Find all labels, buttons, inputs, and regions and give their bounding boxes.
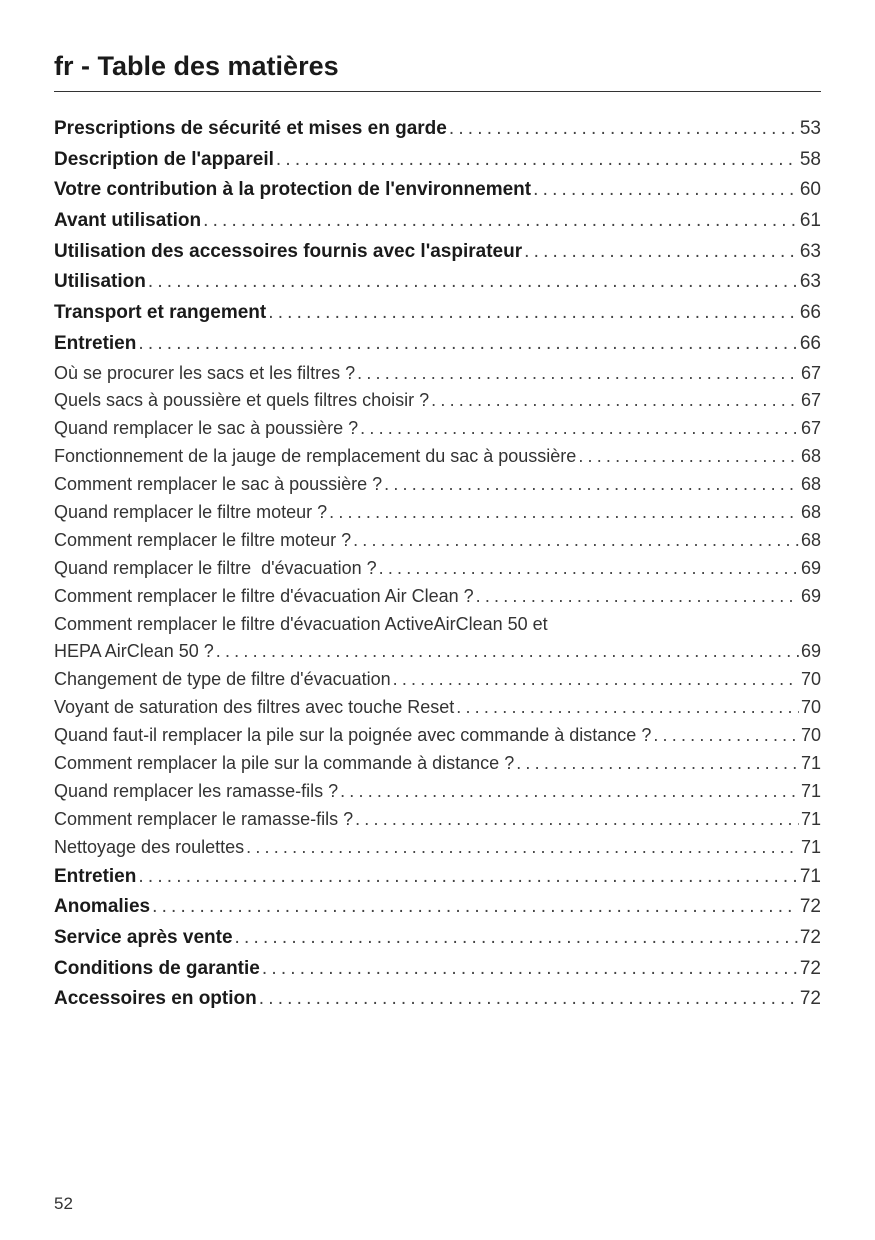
toc-entry-title: Avant utilisation [54, 210, 202, 232]
dot-leader [214, 638, 799, 666]
toc-entry-page: 63 [799, 271, 821, 293]
toc-entry-page: 63 [799, 240, 821, 262]
toc-entry-page: 71 [800, 752, 821, 773]
toc-entry-page: 66 [799, 302, 821, 324]
toc-entry-sub [54, 499, 821, 527]
toc-entry-title: Quand remplacer le sac à poussière ? [54, 418, 359, 439]
toc-entry-title: Anomalies [54, 896, 151, 918]
toc-entry-title-line1: Comment remplacer le filtre d'évacuation ActiveAirClean 50 et [54, 613, 548, 634]
toc-entry-sub [54, 694, 821, 722]
toc-entry-title: Quand remplacer le filtre d'évacuation ? [54, 557, 377, 578]
toc-entry-title: Entretien [54, 332, 137, 354]
dot-leader [146, 267, 798, 298]
toc-entry-sub [54, 555, 821, 583]
toc-entry-sub [54, 750, 821, 778]
toc-entry-page: 68 [800, 529, 821, 550]
toc-entry-page: 68 [800, 474, 821, 495]
toc-entry-page: 58 [799, 148, 821, 170]
toc-entry-main [54, 923, 821, 954]
toc-entry-page: 72 [799, 988, 821, 1010]
dot-leader [474, 583, 799, 611]
toc-entry-sub [54, 443, 821, 471]
toc-entry-page: 69 [800, 641, 821, 662]
dot-leader [351, 527, 799, 555]
dot-leader [429, 387, 799, 415]
toc-entry-main [54, 892, 821, 923]
dot-leader [514, 750, 799, 778]
toc-entry-page: 60 [799, 179, 821, 201]
toc-entry-title: Voyant de saturation des filtres avec touche Reset [54, 697, 455, 718]
toc-entry-page: 68 [800, 501, 821, 522]
toc-entry-main [54, 298, 821, 329]
toc-entry-title: Comment remplacer le sac à poussière ? [54, 474, 383, 495]
dot-leader [391, 666, 799, 694]
toc-entry-title: Comment remplacer le ramasse-fils ? [54, 808, 354, 829]
toc-entry-page: 70 [800, 697, 821, 718]
toc-entry-page: 72 [799, 926, 821, 948]
toc-entry-sub [54, 415, 821, 443]
dot-leader [201, 206, 798, 237]
toc-entry-main [54, 206, 821, 237]
toc-entry-title: Nettoyage des roulettes [54, 836, 245, 857]
toc-entry-main [54, 862, 821, 893]
dot-leader [651, 722, 799, 750]
toc-entry-sub [54, 360, 821, 388]
toc-entry-main [54, 175, 821, 206]
dot-leader [150, 892, 798, 923]
toc-entry-page: 53 [799, 118, 821, 139]
dot-leader [327, 499, 799, 527]
toc-entry-page: 69 [800, 557, 821, 578]
dot-leader [266, 298, 798, 329]
toc-entry-title: Quand remplacer les ramasse-fils ? [54, 780, 339, 801]
toc-entry-title: Quand remplacer le filtre moteur ? [54, 501, 328, 522]
toc-entry-page: 69 [800, 585, 821, 606]
toc-entry-title: Votre contribution à la protection de l'environnement [54, 179, 532, 201]
dot-leader [358, 415, 799, 443]
toc-entry-title-line2-row [54, 638, 821, 666]
toc-entry-sub [54, 527, 821, 555]
toc-entry-title: Fonctionnement de la jauge de remplacement du sac à poussière [54, 446, 577, 467]
dot-leader [353, 806, 799, 834]
toc-entry-page: 71 [800, 780, 821, 801]
dot-leader [233, 923, 798, 954]
toc-entry-sub [54, 722, 821, 750]
toc-entry-sub [54, 471, 821, 499]
toc-entry-page: 71 [800, 836, 821, 857]
toc-entry-title: Service après vente [54, 926, 233, 948]
toc-entry-title: Accessoires en option [54, 988, 257, 1010]
toc-entry-page: 71 [800, 808, 821, 829]
toc-entry-title: Prescriptions de sécurité et mises en garde [54, 118, 447, 139]
toc-entry-title: Utilisation des accessoires fournis avec l'aspirateur [54, 240, 523, 262]
toc-entry-title: Transport et rangement [54, 302, 267, 324]
toc-entry-page: 68 [800, 446, 821, 467]
toc-entry-title: Comment remplacer le filtre moteur ? [54, 529, 352, 550]
toc-entry-main [54, 329, 821, 360]
toc-entry-title: Description de l'appareil [54, 148, 274, 170]
toc-entry-main [54, 267, 821, 298]
dot-leader [447, 114, 798, 145]
dot-leader [531, 175, 798, 206]
dot-leader [377, 555, 799, 583]
toc-entry-sub [54, 666, 821, 694]
toc-entry-title: Changement de type de filtre d'évacuation [54, 669, 391, 690]
toc-entry-page: 67 [800, 362, 821, 383]
toc-entry-page: 71 [799, 865, 821, 887]
page-header [54, 48, 821, 92]
title-divider [54, 91, 821, 92]
toc-entry-sub [54, 806, 821, 834]
toc-entry-sub [54, 611, 821, 667]
dot-leader [522, 237, 798, 268]
toc-entry-title: Comment remplacer le filtre d'évacuation Air Clean ? [54, 585, 474, 606]
toc-entry-title: Quels sacs à poussière et quels filtres choisir ? [54, 390, 430, 411]
toc-entry-page: 61 [799, 210, 821, 232]
toc-entry-main [54, 954, 821, 985]
toc-entry-sub [54, 387, 821, 415]
page-number: 52 [54, 1194, 73, 1213]
toc-entry-page: 67 [800, 390, 821, 411]
toc-entry-page: 70 [800, 725, 821, 746]
dot-leader [244, 834, 799, 862]
dot-leader [382, 471, 799, 499]
dot-leader [338, 778, 799, 806]
dot-leader [136, 329, 798, 360]
toc-entry-title: Conditions de garantie [54, 957, 260, 979]
toc-entry-sub [54, 834, 821, 862]
toc-entry-main [54, 145, 821, 176]
toc-entry-title: Quand faut-il remplacer la pile sur la poignée avec commande à distance ? [54, 725, 652, 746]
toc-entry-sub [54, 583, 821, 611]
toc-entry-page: 67 [800, 418, 821, 439]
toc-entry-title-line2: HEPA AirClean 50 ? [54, 641, 214, 662]
dot-leader [136, 862, 798, 893]
toc-entry-title: Où se procurer les sacs et les filtres ? [54, 362, 356, 383]
toc-entry-main [54, 237, 821, 268]
dot-leader [355, 360, 799, 388]
toc-entry-page: 70 [800, 669, 821, 690]
toc-entry-page: 72 [799, 957, 821, 979]
dot-leader [257, 984, 798, 1015]
toc-entry-title: Comment remplacer la pile sur la commande à distance ? [54, 752, 515, 773]
toc-entry-page: 72 [799, 896, 821, 918]
toc-entry-page: 66 [799, 332, 821, 354]
toc-entry-main [54, 984, 821, 1015]
table-of-contents [54, 114, 821, 1015]
dot-leader [260, 954, 798, 985]
toc-entry-title: Entretien [54, 865, 137, 887]
toc-entry-sub [54, 778, 821, 806]
dot-leader [454, 694, 799, 722]
page-title: fr - Table des matières [54, 51, 339, 81]
dot-leader [274, 145, 798, 176]
toc-entry-title: Utilisation [54, 271, 146, 293]
dot-leader [576, 443, 799, 471]
toc-entry-main [54, 114, 821, 145]
